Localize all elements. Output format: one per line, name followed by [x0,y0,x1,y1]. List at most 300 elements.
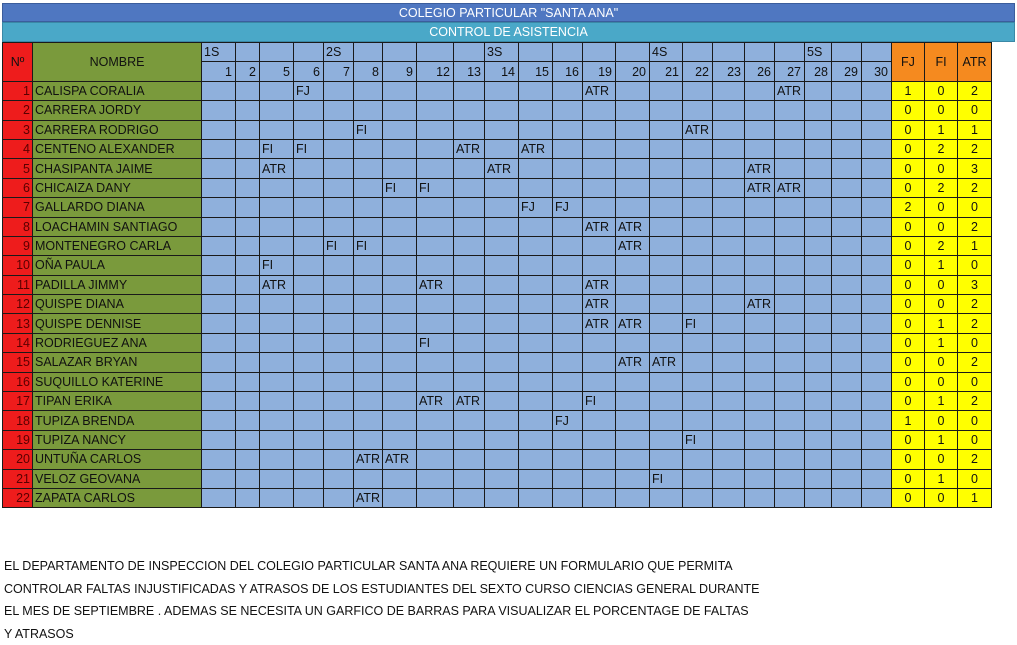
attendance-cell[interactable] [260,217,294,236]
attendance-cell[interactable] [354,81,383,100]
attendance-cell[interactable]: ATR [616,217,650,236]
attendance-cell[interactable] [553,469,583,488]
total-fj-cell[interactable]: 0 [892,178,925,197]
attendance-cell[interactable] [745,353,775,372]
attendance-cell[interactable] [454,275,485,294]
attendance-cell[interactable] [354,411,383,430]
attendance-cell[interactable]: FI [650,469,683,488]
attendance-cell[interactable] [485,101,519,120]
attendance-cell[interactable]: ATR [417,392,454,411]
student-number-cell[interactable]: 15 [3,353,33,372]
student-name-cell[interactable]: MONTENEGRO CARLA [33,236,202,255]
attendance-cell[interactable]: FI [294,139,324,158]
total-fi-cell[interactable]: 0 [925,411,958,430]
attendance-cell[interactable] [294,430,324,449]
attendance-cell[interactable] [805,256,832,275]
attendance-cell[interactable]: ATR [583,314,616,333]
header-week[interactable] [354,43,383,62]
attendance-cell[interactable] [775,198,805,217]
attendance-cell[interactable] [832,353,862,372]
attendance-cell[interactable] [553,392,583,411]
attendance-cell[interactable] [236,198,260,217]
attendance-cell[interactable] [553,353,583,372]
total-fj-cell[interactable]: 0 [892,488,925,507]
attendance-cell[interactable] [236,139,260,158]
attendance-cell[interactable]: FI [324,236,354,255]
total-fi-cell[interactable]: 1 [925,392,958,411]
attendance-cell[interactable] [616,101,650,120]
total-atr-cell[interactable]: 2 [958,81,992,100]
attendance-cell[interactable] [202,411,236,430]
header-week[interactable] [683,43,713,62]
attendance-cell[interactable] [775,314,805,333]
attendance-cell[interactable] [616,333,650,352]
header-day[interactable]: 9 [383,62,417,81]
header-week[interactable] [454,43,485,62]
attendance-cell[interactable] [775,353,805,372]
total-fj-cell[interactable]: 0 [892,217,925,236]
attendance-cell[interactable] [650,236,683,255]
total-fj-cell[interactable]: 0 [892,236,925,255]
attendance-cell[interactable] [832,81,862,100]
attendance-cell[interactable] [324,488,354,507]
attendance-cell[interactable] [775,469,805,488]
total-atr-cell[interactable]: 2 [958,217,992,236]
attendance-cell[interactable] [553,81,583,100]
header-total-atr[interactable]: ATR [958,43,992,82]
attendance-cell[interactable] [202,256,236,275]
attendance-cell[interactable] [775,450,805,469]
attendance-cell[interactable] [650,392,683,411]
attendance-cell[interactable] [775,488,805,507]
attendance-cell[interactable] [294,120,324,139]
attendance-cell[interactable] [805,392,832,411]
attendance-cell[interactable] [354,178,383,197]
attendance-cell[interactable] [485,139,519,158]
attendance-cell[interactable] [354,159,383,178]
header-week[interactable] [294,43,324,62]
attendance-cell[interactable] [454,333,485,352]
attendance-cell[interactable]: ATR [745,295,775,314]
attendance-cell[interactable] [236,217,260,236]
attendance-cell[interactable] [583,372,616,391]
attendance-cell[interactable] [832,275,862,294]
attendance-cell[interactable] [417,372,454,391]
attendance-cell[interactable] [650,450,683,469]
attendance-cell[interactable] [650,488,683,507]
attendance-cell[interactable] [417,411,454,430]
attendance-cell[interactable] [485,469,519,488]
attendance-cell[interactable] [324,450,354,469]
attendance-cell[interactable] [260,333,294,352]
attendance-cell[interactable] [805,275,832,294]
attendance-cell[interactable]: FI [417,178,454,197]
attendance-cell[interactable] [383,159,417,178]
attendance-cell[interactable] [236,120,260,139]
attendance-cell[interactable] [862,392,892,411]
attendance-cell[interactable] [862,159,892,178]
total-fj-cell[interactable]: 0 [892,256,925,275]
attendance-cell[interactable] [454,159,485,178]
attendance-cell[interactable] [553,139,583,158]
attendance-cell[interactable] [519,430,553,449]
attendance-cell[interactable] [713,178,745,197]
attendance-cell[interactable] [805,372,832,391]
total-fi-cell[interactable]: 0 [925,81,958,100]
attendance-cell[interactable]: ATR [354,450,383,469]
attendance-cell[interactable] [583,178,616,197]
attendance-cell[interactable] [775,120,805,139]
attendance-cell[interactable] [805,411,832,430]
attendance-cell[interactable]: FI [260,139,294,158]
attendance-cell[interactable] [260,353,294,372]
attendance-cell[interactable] [583,353,616,372]
attendance-cell[interactable] [583,488,616,507]
attendance-cell[interactable] [862,81,892,100]
attendance-cell[interactable] [616,411,650,430]
total-atr-cell[interactable]: 0 [958,198,992,217]
attendance-cell[interactable] [862,333,892,352]
attendance-cell[interactable] [260,469,294,488]
attendance-cell[interactable] [650,256,683,275]
total-atr-cell[interactable]: 0 [958,101,992,120]
header-day[interactable]: 1 [202,62,236,81]
attendance-cell[interactable] [713,217,745,236]
attendance-cell[interactable] [775,333,805,352]
attendance-cell[interactable] [417,295,454,314]
attendance-cell[interactable] [683,469,713,488]
attendance-cell[interactable] [324,101,354,120]
header-day[interactable]: 15 [519,62,553,81]
attendance-cell[interactable] [832,139,862,158]
attendance-cell[interactable] [805,120,832,139]
attendance-cell[interactable] [713,236,745,255]
attendance-cell[interactable] [417,139,454,158]
attendance-cell[interactable] [260,372,294,391]
attendance-cell[interactable] [383,120,417,139]
attendance-cell[interactable] [713,81,745,100]
attendance-cell[interactable] [519,333,553,352]
attendance-cell[interactable] [454,295,485,314]
attendance-cell[interactable] [324,178,354,197]
attendance-cell[interactable] [324,139,354,158]
attendance-cell[interactable]: ATR [583,295,616,314]
attendance-cell[interactable] [260,101,294,120]
attendance-cell[interactable] [805,139,832,158]
attendance-cell[interactable] [862,469,892,488]
attendance-cell[interactable] [324,353,354,372]
attendance-cell[interactable] [519,256,553,275]
header-day[interactable]: 6 [294,62,324,81]
attendance-cell[interactable] [417,314,454,333]
attendance-cell[interactable] [236,392,260,411]
total-fj-cell[interactable]: 0 [892,139,925,158]
attendance-cell[interactable] [553,314,583,333]
header-week[interactable]: 3S [485,43,519,62]
attendance-cell[interactable]: FJ [294,81,324,100]
attendance-cell[interactable] [583,101,616,120]
attendance-cell[interactable] [485,178,519,197]
student-name-cell[interactable]: CHICAIZA DANY [33,178,202,197]
attendance-cell[interactable] [454,217,485,236]
attendance-cell[interactable] [713,353,745,372]
attendance-cell[interactable]: ATR [775,81,805,100]
attendance-cell[interactable] [553,101,583,120]
student-number-cell[interactable]: 16 [3,372,33,391]
attendance-cell[interactable] [294,236,324,255]
attendance-cell[interactable] [260,178,294,197]
attendance-cell[interactable] [202,488,236,507]
attendance-cell[interactable] [236,333,260,352]
header-week[interactable] [775,43,805,62]
attendance-cell[interactable] [775,217,805,236]
header-day[interactable]: 8 [354,62,383,81]
attendance-cell[interactable] [775,256,805,275]
header-day[interactable]: 20 [616,62,650,81]
attendance-cell[interactable] [616,120,650,139]
header-day[interactable]: 21 [650,62,683,81]
attendance-cell[interactable] [650,159,683,178]
attendance-cell[interactable] [354,217,383,236]
attendance-cell[interactable] [417,450,454,469]
attendance-cell[interactable] [202,217,236,236]
attendance-cell[interactable] [832,120,862,139]
attendance-cell[interactable] [616,139,650,158]
attendance-cell[interactable] [832,430,862,449]
student-name-cell[interactable]: LOACHAMIN SANTIAGO [33,217,202,236]
attendance-cell[interactable] [417,353,454,372]
attendance-cell[interactable] [485,295,519,314]
attendance-cell[interactable] [805,430,832,449]
attendance-cell[interactable] [745,139,775,158]
header-week[interactable] [260,43,294,62]
attendance-cell[interactable] [260,392,294,411]
attendance-cell[interactable] [294,256,324,275]
attendance-cell[interactable] [485,275,519,294]
attendance-cell[interactable] [417,101,454,120]
attendance-cell[interactable] [805,236,832,255]
attendance-cell[interactable] [650,411,683,430]
header-week[interactable]: 1S [202,43,236,62]
attendance-cell[interactable] [260,314,294,333]
attendance-cell[interactable] [683,236,713,255]
attendance-cell[interactable] [650,333,683,352]
attendance-cell[interactable] [485,120,519,139]
attendance-cell[interactable]: FI [417,333,454,352]
student-name-cell[interactable]: SUQUILLO KATERINE [33,372,202,391]
attendance-cell[interactable] [683,295,713,314]
attendance-cell[interactable] [383,198,417,217]
attendance-cell[interactable] [616,275,650,294]
attendance-cell[interactable] [485,256,519,275]
attendance-cell[interactable] [862,139,892,158]
attendance-cell[interactable] [553,275,583,294]
attendance-cell[interactable] [805,450,832,469]
student-number-cell[interactable]: 20 [3,450,33,469]
attendance-cell[interactable] [713,159,745,178]
attendance-cell[interactable] [485,392,519,411]
attendance-cell[interactable] [862,411,892,430]
attendance-cell[interactable] [354,198,383,217]
header-total-fj[interactable]: FJ [892,43,925,82]
student-number-cell[interactable]: 17 [3,392,33,411]
attendance-cell[interactable] [832,333,862,352]
attendance-cell[interactable] [354,256,383,275]
attendance-cell[interactable] [324,372,354,391]
attendance-cell[interactable] [294,217,324,236]
attendance-cell[interactable] [713,314,745,333]
attendance-cell[interactable] [519,450,553,469]
attendance-cell[interactable] [383,101,417,120]
total-fi-cell[interactable]: 1 [925,333,958,352]
attendance-cell[interactable] [236,295,260,314]
attendance-cell[interactable]: ATR [260,159,294,178]
attendance-cell[interactable] [294,314,324,333]
attendance-cell[interactable] [202,81,236,100]
attendance-cell[interactable] [583,450,616,469]
attendance-cell[interactable] [383,275,417,294]
header-day[interactable]: 16 [553,62,583,81]
header-week[interactable] [383,43,417,62]
attendance-cell[interactable] [354,469,383,488]
total-fj-cell[interactable]: 0 [892,430,925,449]
attendance-cell[interactable] [324,275,354,294]
header-day[interactable]: 7 [324,62,354,81]
attendance-cell[interactable] [417,236,454,255]
attendance-cell[interactable] [354,392,383,411]
attendance-cell[interactable]: ATR [354,488,383,507]
attendance-cell[interactable] [616,450,650,469]
attendance-cell[interactable] [745,120,775,139]
attendance-cell[interactable]: ATR [583,81,616,100]
attendance-cell[interactable] [454,450,485,469]
attendance-cell[interactable] [417,488,454,507]
student-name-cell[interactable]: CARRERA RODRIGO [33,120,202,139]
header-week[interactable] [745,43,775,62]
total-fi-cell[interactable]: 0 [925,101,958,120]
student-name-cell[interactable]: GALLARDO DIANA [33,198,202,217]
attendance-cell[interactable] [650,314,683,333]
attendance-cell[interactable] [683,353,713,372]
header-week[interactable]: 4S [650,43,683,62]
attendance-cell[interactable] [485,236,519,255]
attendance-cell[interactable] [202,198,236,217]
total-fi-cell[interactable]: 0 [925,450,958,469]
attendance-cell[interactable]: FJ [553,411,583,430]
attendance-cell[interactable] [862,236,892,255]
attendance-cell[interactable] [650,139,683,158]
attendance-cell[interactable] [383,139,417,158]
total-fi-cell[interactable]: 1 [925,120,958,139]
student-name-cell[interactable]: OÑA PAULA [33,256,202,275]
total-fj-cell[interactable]: 0 [892,392,925,411]
attendance-cell[interactable] [354,333,383,352]
attendance-cell[interactable] [383,411,417,430]
header-week[interactable] [862,43,892,62]
total-fi-cell[interactable]: 2 [925,236,958,255]
attendance-cell[interactable] [775,430,805,449]
student-number-cell[interactable]: 12 [3,295,33,314]
attendance-cell[interactable] [650,178,683,197]
attendance-cell[interactable]: ATR [417,275,454,294]
attendance-cell[interactable] [383,488,417,507]
total-fi-cell[interactable]: 0 [925,372,958,391]
total-fi-cell[interactable]: 0 [925,159,958,178]
attendance-cell[interactable] [650,275,683,294]
attendance-cell[interactable]: FJ [553,198,583,217]
attendance-cell[interactable] [294,295,324,314]
student-name-cell[interactable]: QUISPE DENNISE [33,314,202,333]
student-number-cell[interactable]: 10 [3,256,33,275]
attendance-cell[interactable] [202,469,236,488]
attendance-cell[interactable] [805,217,832,236]
attendance-cell[interactable] [553,295,583,314]
attendance-cell[interactable] [485,430,519,449]
attendance-cell[interactable] [832,256,862,275]
attendance-cell[interactable] [745,81,775,100]
attendance-cell[interactable]: ATR [583,275,616,294]
attendance-cell[interactable] [454,430,485,449]
attendance-cell[interactable] [775,236,805,255]
student-number-cell[interactable]: 8 [3,217,33,236]
attendance-cell[interactable] [832,411,862,430]
attendance-cell[interactable] [417,81,454,100]
attendance-cell[interactable] [485,217,519,236]
attendance-cell[interactable] [832,450,862,469]
attendance-cell[interactable] [805,333,832,352]
attendance-cell[interactable] [775,295,805,314]
student-name-cell[interactable]: SALAZAR BRYAN [33,353,202,372]
attendance-cell[interactable] [294,469,324,488]
attendance-cell[interactable] [583,236,616,255]
attendance-cell[interactable] [354,139,383,158]
total-atr-cell[interactable]: 1 [958,236,992,255]
attendance-cell[interactable] [236,488,260,507]
attendance-cell[interactable] [202,372,236,391]
attendance-cell[interactable] [236,178,260,197]
attendance-cell[interactable] [745,333,775,352]
total-fj-cell[interactable]: 0 [892,353,925,372]
attendance-cell[interactable] [454,314,485,333]
attendance-cell[interactable] [862,430,892,449]
attendance-cell[interactable] [683,333,713,352]
attendance-cell[interactable] [236,430,260,449]
attendance-cell[interactable] [683,178,713,197]
student-name-cell[interactable]: TIPAN ERIKA [33,392,202,411]
attendance-cell[interactable] [417,430,454,449]
attendance-cell[interactable] [354,372,383,391]
attendance-cell[interactable] [683,411,713,430]
attendance-cell[interactable] [745,236,775,255]
attendance-cell[interactable] [683,217,713,236]
total-atr-cell[interactable]: 3 [958,159,992,178]
attendance-cell[interactable] [832,488,862,507]
attendance-cell[interactable] [805,159,832,178]
attendance-cell[interactable] [383,256,417,275]
attendance-cell[interactable] [713,372,745,391]
header-day[interactable]: 26 [745,62,775,81]
attendance-cell[interactable] [324,159,354,178]
attendance-cell[interactable]: ATR [485,159,519,178]
attendance-cell[interactable]: ATR [454,392,485,411]
header-day[interactable]: 13 [454,62,485,81]
attendance-cell[interactable] [324,256,354,275]
attendance-cell[interactable] [294,372,324,391]
attendance-cell[interactable] [519,411,553,430]
attendance-cell[interactable] [745,430,775,449]
attendance-cell[interactable] [354,314,383,333]
attendance-cell[interactable] [354,101,383,120]
